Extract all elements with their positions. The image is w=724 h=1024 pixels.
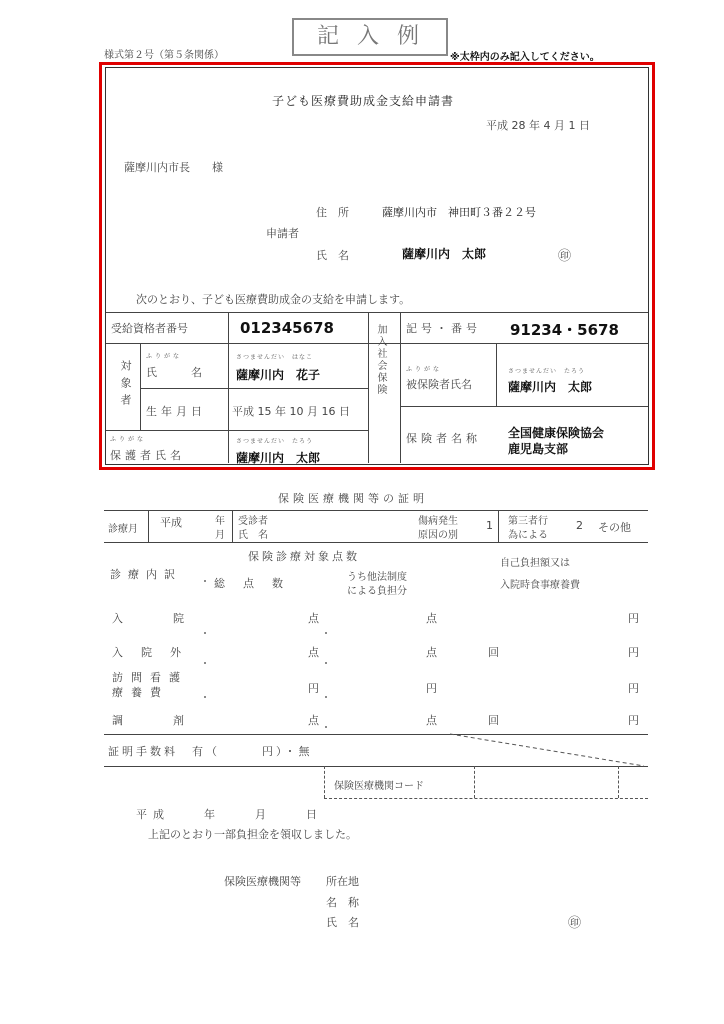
insurance-points-header: 保険診療対象点数: [248, 550, 360, 563]
row-label-home-nursing: 訪問看護療養費: [112, 671, 188, 699]
row-outpatient-col3: 回: [488, 646, 499, 659]
recipient-number-label: 受給資格者番号: [111, 322, 188, 335]
table-rule: [368, 312, 369, 463]
insured-furigana-label: ふりがな: [406, 366, 443, 373]
table-rule: [228, 312, 229, 343]
table-rule: [496, 343, 497, 406]
month-unit: 月: [215, 530, 225, 541]
total-points-label: 総点数: [214, 577, 301, 590]
form-number: 様式第２号（第５条関係）: [104, 50, 224, 61]
row-inpatient-col1: 点: [308, 612, 319, 625]
insurer-value-1: 全国健康保険協会: [508, 426, 605, 440]
name-label: 氏 名: [316, 249, 349, 262]
child-name-label: 氏 名: [146, 366, 206, 379]
table-rule: [400, 406, 648, 407]
institution-label: 保険医療機関等: [224, 875, 301, 888]
applicant-name: 薩摩川内 太郎: [402, 247, 487, 261]
guardian-furigana: さつませんだい たろう: [236, 438, 314, 445]
institution-name-label: 名 称: [326, 896, 359, 909]
period-label: 診療月: [108, 524, 138, 535]
code-box-side: [474, 766, 475, 798]
row-home-nursing-col4: 円: [628, 682, 639, 695]
row-label-dispensing: 調剤: [112, 714, 234, 727]
row-label-outpatient: 入院外: [112, 646, 199, 659]
table-rule: [228, 343, 229, 463]
table-rule: [104, 510, 648, 511]
code-box-side: [324, 766, 325, 798]
row-dispensing-col2: 点: [426, 714, 437, 727]
row-dispensing-col3: 回: [488, 714, 499, 727]
example-stamp: 記入例: [292, 18, 448, 56]
table-rule: [498, 510, 499, 542]
institution-code-label: 保険医療機関コード: [334, 781, 424, 792]
row-inpatient-col4: 円: [628, 612, 639, 625]
insured-label: 被保険者氏名: [406, 378, 472, 391]
row-dispensing-col1: 点: [308, 714, 319, 727]
disease-num: 1: [486, 519, 493, 532]
recipient-number-value: 012345678: [240, 319, 334, 337]
date-line: 平成 年 月 日: [136, 808, 323, 821]
dob-value: 平成 15 年 10 月 16 日: [232, 405, 350, 418]
symbol-number-label: 記号・番号: [406, 322, 481, 335]
third-party-1: 第三者行: [508, 516, 548, 527]
disease-label-2: 原因の別: [418, 530, 458, 541]
table-rule: [140, 343, 141, 430]
seal-mark: ㊞: [558, 249, 572, 264]
insurer-label: 保険者名称: [406, 432, 481, 445]
application-title: 子ども医療費助成金支給申請書: [272, 94, 455, 108]
content-label: 診療内訳: [110, 568, 182, 581]
application-date: 平成 28 年 4 月 1 日: [486, 119, 590, 132]
subject-vertical-label: 対象者: [119, 360, 132, 411]
code-box-side: [618, 766, 619, 798]
code-box-bottom: [324, 798, 648, 799]
insurance-vertical-label: 加入社会保険: [375, 324, 386, 396]
row-outpatient-col4: 円: [628, 646, 639, 659]
proof-title: 保険医療機関等の証明: [278, 492, 428, 505]
dob-label: 生年月日: [146, 405, 206, 418]
row-inpatient-col2: 点: [426, 612, 437, 625]
symbol-number-value: 91234・5678: [510, 321, 619, 339]
address-label: 住 所: [316, 206, 349, 219]
receipt-statement: 上記のとおり一部負担金を領収しました。: [148, 828, 357, 841]
table-rule: [106, 312, 648, 313]
child-furigana: さつませんだい はなこ: [236, 354, 314, 361]
representative-label: 氏 名: [326, 916, 359, 929]
table-rule: [104, 542, 648, 543]
document-fee: 証明手数料 有（ 円）・無: [108, 745, 313, 758]
insured-furigana: さつませんだい たろう: [508, 368, 586, 375]
addressee: 薩摩川内市長 様: [124, 161, 223, 174]
patient-label-2: 氏 名: [238, 530, 268, 541]
institution-seal-mark: ㊞: [568, 916, 582, 931]
guardian-name: 薩摩川内 太郎: [236, 451, 321, 465]
instruction-note: ※太枠内のみ記入してください。: [450, 52, 600, 63]
row-home-nursing-col2: 円: [426, 682, 437, 695]
row-dispensing-col4: 円: [628, 714, 639, 727]
disease-label-1: 傷病発生: [418, 516, 458, 527]
patient-label-1: 受診者: [238, 516, 268, 527]
table-rule: [106, 430, 368, 431]
public-label-2: による負担分: [347, 586, 407, 597]
row-label-inpatient: 入院: [112, 612, 234, 625]
other-label: その他: [598, 521, 631, 534]
row-outpatient-col1: 点: [308, 646, 319, 659]
third-party-num: 2: [576, 519, 583, 532]
table-rule: [400, 312, 401, 463]
diagonal-dash-line: [448, 732, 648, 770]
insurer-value-2: 鹿児島支部: [508, 442, 569, 456]
guardian-label: 保護者氏名: [110, 449, 185, 462]
self-pay-label-2: 入院時食事療養費: [500, 580, 580, 591]
application-statement: 次のとおり、子ども医療費助成金の支給を申請します。: [136, 293, 411, 306]
guardian-furigana-label: ふりがな: [110, 436, 147, 443]
row-home-nursing-col1: 円: [308, 682, 319, 695]
row-outpatient-col2: 点: [426, 646, 437, 659]
applicant-label: 申請者: [266, 227, 299, 240]
self-pay-label-1: 自己負担額又は: [500, 558, 570, 569]
table-rule: [140, 388, 368, 389]
child-name: 薩摩川内 花子: [236, 368, 321, 382]
table-rule: [232, 510, 233, 542]
insured-name: 薩摩川内 太郎: [508, 380, 593, 394]
public-label-1: うち他法制度: [347, 572, 407, 583]
location-label: 所在地: [326, 875, 359, 888]
era-label: 平成: [160, 516, 182, 529]
table-rule: [148, 510, 149, 542]
address-value: 薩摩川内市 神田町３番２２号: [382, 206, 536, 219]
third-party-2: 為による: [508, 530, 548, 541]
year-unit: 年: [215, 516, 225, 527]
child-furigana-label: ふりがな: [146, 353, 183, 360]
